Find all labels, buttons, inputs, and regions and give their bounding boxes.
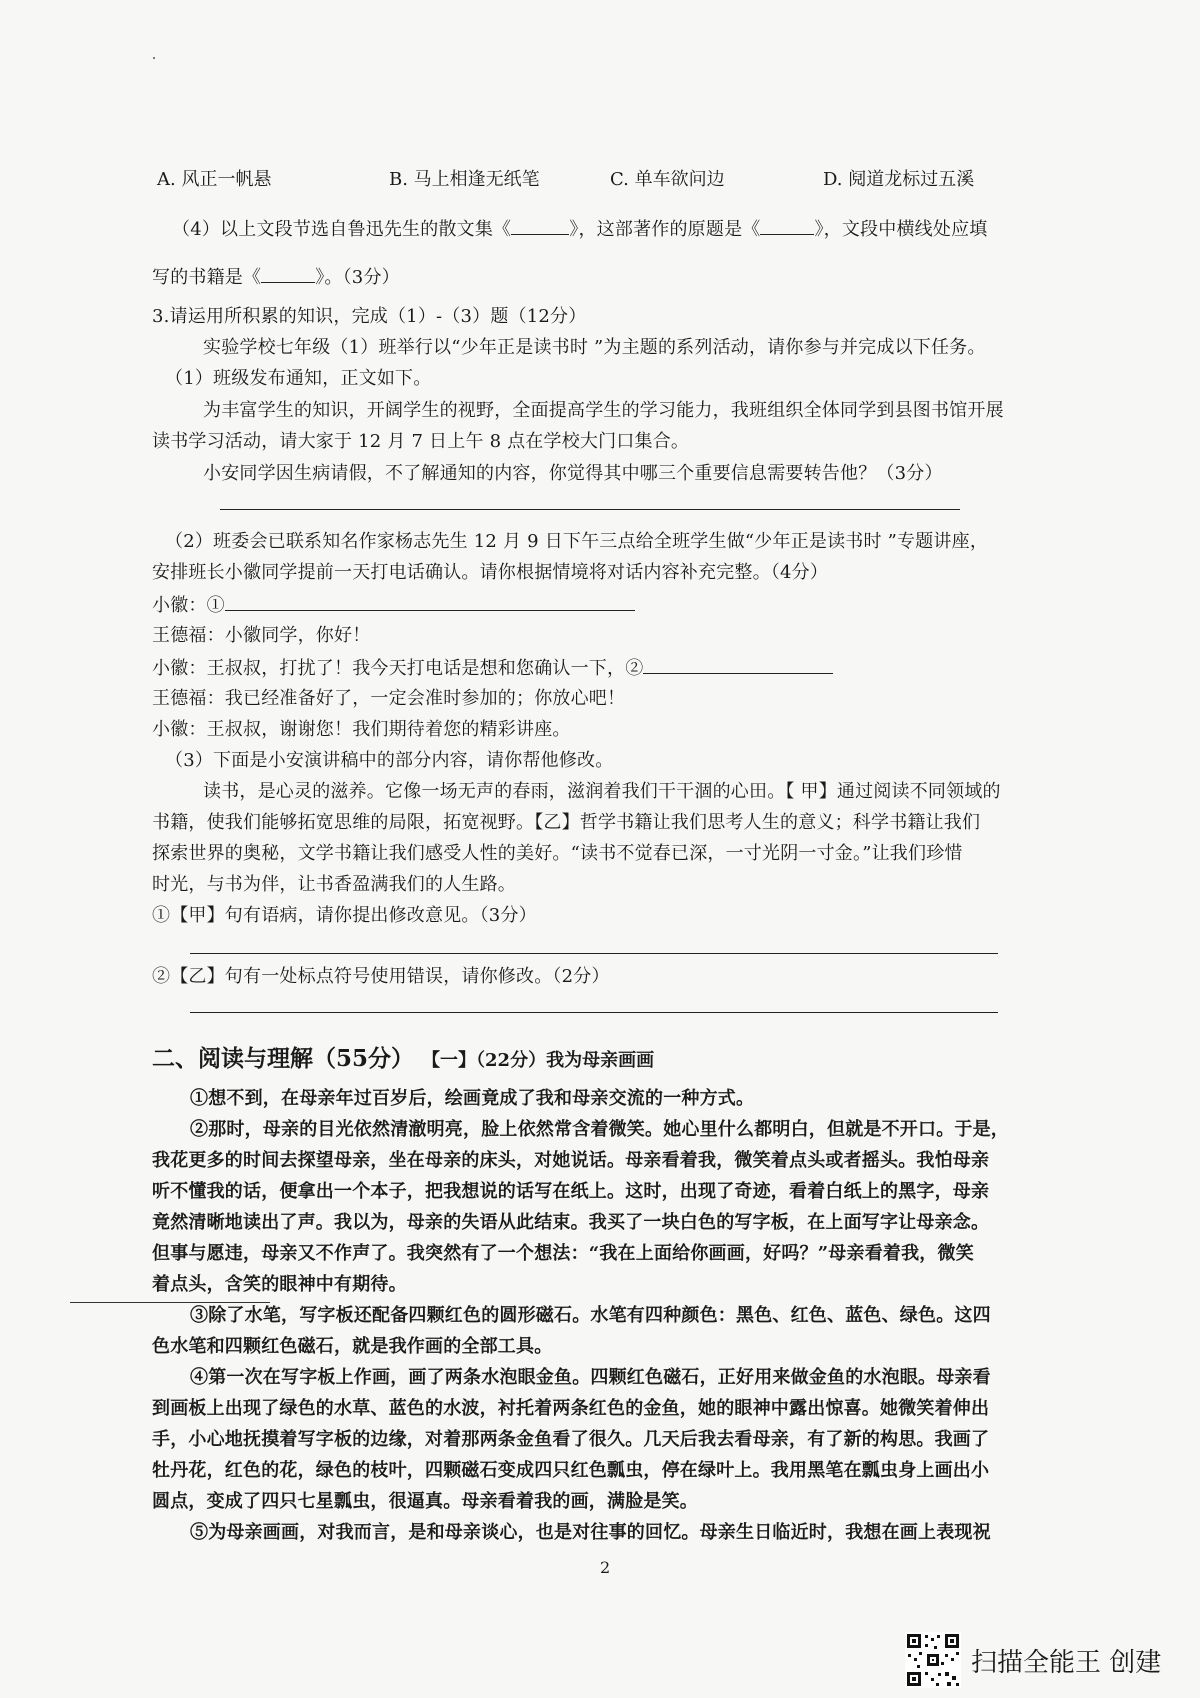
speech-line-4: 时光，与书为伴，让书香盈满我们的人生路。	[152, 874, 516, 895]
choice-a: A. 风正一帆悬	[157, 169, 272, 190]
passage-title: 【一】（22分）我为母亲画画	[422, 1050, 655, 1071]
dialogue-1-text: 小徽：①	[152, 595, 225, 616]
q3-intro: 实验学校七年级（1）班举行以“少年正是读书时 ”为主题的系列活动，请你参与并完成以下任务。	[203, 337, 986, 358]
q4-text-4: 写的书籍是《	[152, 267, 262, 288]
passage-line-15: ⑤为母亲画画，对我而言，是和母亲谈心，也是对往事的回忆。母亲生日临近时，我想在画上表现祝	[190, 1522, 991, 1543]
passage-line-8: ③除了水笔，写字板还配备四颗红色的圆形磁石。水笔有四种颜色：黑色、红色、蓝色、绿色。这四	[190, 1305, 991, 1326]
passage-line-6: 但事与愿违，母亲又不作声了。我突然有了一个想法：“我在上面给你画画，好吗？”母亲看着我，微笑	[152, 1243, 974, 1264]
q3-s3-title: （3）下面是小安演讲稿中的部分内容，请你帮他修改。	[165, 750, 614, 771]
passage-line-1: ①想不到，在母亲年过百岁后，绘画竟成了我和母亲交流的一种方式。	[190, 1088, 755, 1109]
passage-line-13: 牡丹花，红色的花，绿色的枝叶，四颗磁石变成四只红色瓢虫，停在绿叶上。我用黑笔在瓢虫身上画出小	[152, 1460, 990, 1481]
q4-line2	[152, 264, 400, 290]
speech-line-3: 探索世界的奥秘，文学书籍让我们感受人性的美好。“读书不觉春已深，一寸光阴一寸金。”让我们珍惜	[152, 843, 963, 864]
q4-text-2: 》，这部著作的原题是《	[569, 219, 761, 240]
answer-line-s3-1[interactable]	[190, 953, 998, 954]
q3-title: 3.请运用所积累的知识，完成（1）-（3）题（12分）	[152, 306, 587, 327]
q4-blank-3[interactable]	[261, 264, 315, 283]
passage-line-2: ②那时，母亲的目光依然清澈明亮，脸上依然常含着微笑。她心里什么都明白，但就是不开口。于是，	[190, 1119, 1009, 1140]
page-number: 2	[600, 1558, 611, 1577]
dialogue-line-3	[152, 655, 833, 681]
q4-text-5: 》。（3分）	[315, 267, 400, 288]
passage-line-12: 手，小心地抚摸着写字板的边缘，对着那两条金鱼看了很久。几天后我去看母亲，有了新的构思。我画了	[152, 1429, 990, 1450]
q3-s2-line2: 安排班长小徽同学提前一天打电话确认。请你根据情境将对话内容补充完整。（4分）	[152, 562, 829, 583]
q4-line1	[172, 216, 987, 242]
passage-line-14: 圆点，变成了四只七星瓢虫，很逼真。母亲看着我的画，满脸是笑。	[152, 1491, 698, 1512]
scanner-watermark	[905, 1632, 1161, 1688]
speech-line-2: 书籍，使我们能够拓宽思维的局限，拓宽视野。【乙】哲学书籍让我们思考人生的意义；科学书籍让我们	[152, 812, 981, 833]
scanner-label: 扫描全能王 创建	[971, 1647, 1162, 1678]
q4-text-1: （4）以上文段节选自鲁迅先生的散文集《	[172, 219, 512, 240]
q3-s2-line1: （2）班委会已联系知名作家杨志先生 12 月 9 日下午三点给全班学生做“少年正是读书时 ”专题讲座，	[165, 531, 989, 552]
choice-b: B. 马上相逢无纸笔	[389, 169, 540, 190]
notice-para-2: 读书学习活动，请大家于 12 月 7 日上午 8 点在学校大门口集合。	[152, 431, 690, 452]
dialogue-line-4: 王德福：我已经准备好了，一定会准时参加的；你放心吧！	[152, 688, 626, 709]
passage-line-3: 我花更多的时间去探望母亲，坐在母亲的床头，对她说话。母亲看着我，微笑着点头或者摇头。我怕母亲	[152, 1150, 990, 1171]
notice-para-1: 为丰富学生的知识，开阔学生的视野，全面提高学生的学习能力，我班组织全体同学到县图书馆开展	[203, 400, 1004, 421]
passage-line-10: ④第一次在写字板上作画，画了两条水泡眼金鱼。四颗红色磁石，正好用来做金鱼的水泡眼。母亲看	[190, 1367, 991, 1388]
section-title: 二、阅读与理解（55分）	[152, 1045, 415, 1072]
section-heading	[152, 1044, 654, 1076]
dialogue-blank-1[interactable]	[225, 592, 635, 611]
speech-line-1: 读书，是心灵的滋养。它像一场无声的春雨，滋润着我们干干涸的心田。【 甲】通过阅读不同领域的	[203, 781, 1001, 802]
passage-line-5: 竟然清晰地读出了声。我以为，母亲的失语从此结束。我买了一块白色的写字板，在上面写字让母亲念。	[152, 1212, 990, 1233]
passage-line-7: 着点头，含笑的眼神中有期待。	[152, 1274, 407, 1295]
passage-line-4: 听不懂我的话，便拿出一个本子，把我想说的话写在纸上。这时，出现了奇迹，看着白纸上的黑字，母亲	[152, 1181, 990, 1202]
q3-s3-question-2: ②【乙】句有一处标点符号使用错误，请你修改。（2分）	[152, 966, 610, 987]
answer-line-s3-2[interactable]	[190, 1012, 998, 1013]
scan-speck	[153, 57, 155, 59]
dialogue-line-2: 王德福：小徽同学，你好！	[152, 625, 371, 646]
q4-text-3: 》，文段中横线处应填	[814, 219, 988, 240]
dialogue-blank-2[interactable]	[643, 655, 833, 674]
q3-s3-question-1: ①【甲】句有语病，请你提出修改意见。（3分）	[152, 905, 537, 926]
q4-blank-1[interactable]	[511, 216, 569, 235]
qr-code-icon	[905, 1632, 961, 1688]
dialogue-3-text: 小徽：王叔叔，打扰了！我今天打电话是想和您确认一下，②	[152, 658, 644, 679]
choice-d: D. 阋道龙标过五溪	[823, 169, 975, 190]
choice-c: C. 单车欲问边	[610, 169, 725, 190]
passage-line-11: 到画板上出现了绿色的水草、蓝色的水波，衬托着两条红色的金鱼，她的眼神中露出惊喜。她微笑着伸出	[152, 1398, 990, 1419]
q4-blank-2[interactable]	[760, 216, 814, 235]
pen-stroke	[70, 1302, 270, 1303]
passage-line-9: 色水笔和四颗红色磁石，就是我作画的全部工具。	[152, 1336, 553, 1357]
q3-s1-title: （1）班级发布通知，正文如下。	[165, 368, 432, 389]
q3-s1-question: 小安同学因生病请假，不了解通知的内容，你觉得其中哪三个重要信息需要转告他？（3分）	[203, 463, 943, 484]
answer-line-s1[interactable]	[220, 509, 960, 510]
dialogue-line-1	[152, 592, 635, 618]
dialogue-line-5: 小徽：王叔叔，谢谢您！我们期待着您的精彩讲座。	[152, 719, 571, 740]
